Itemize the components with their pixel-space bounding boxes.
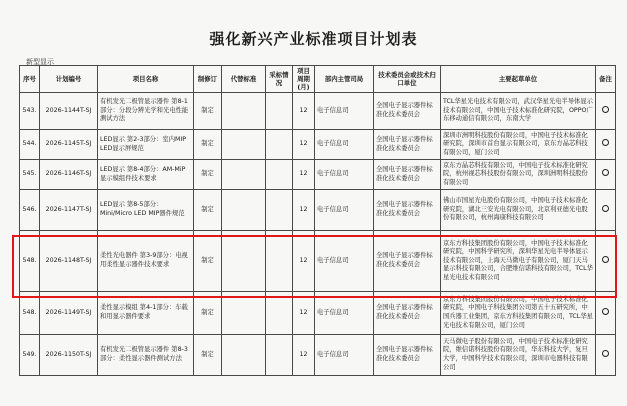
replace-cell	[222, 160, 266, 190]
no-cell: 544.	[20, 130, 40, 160]
dept-cell: 电子信息司	[315, 130, 374, 160]
dept-cell: 电子信息司	[315, 231, 374, 292]
dept-cell: 电子信息司	[315, 292, 374, 335]
column-header: 序号	[20, 66, 40, 93]
table-row	[20, 160, 616, 190]
no-cell: 546.	[20, 190, 40, 231]
period-cell: 12	[293, 231, 315, 292]
drafters-cell: TCL华星光电技术有限公司，武汉华星光电半导体显示技术有限公司，中国电子技术标准化研究院，OPPO广东移动通信有限公司，东南大学	[441, 93, 596, 130]
type-cell: 制定	[194, 93, 222, 130]
note-cell	[596, 130, 616, 160]
committee-cell: 全国电子显示器件标准化技术委员会	[374, 292, 441, 335]
no-cell: 548.	[20, 231, 40, 292]
column-header: 备注	[596, 66, 616, 93]
no-cell: 549.	[20, 335, 40, 376]
period-cell: 12	[293, 335, 315, 376]
period-cell: 12	[293, 93, 315, 130]
replace-cell	[222, 130, 266, 160]
adopt-cell	[266, 93, 293, 130]
committee-cell: 全国电子显示器件标准化技术委员会	[374, 130, 441, 160]
drafters-cell: 佛山市国星光电股份有限公司，中国电子技术标准化研究院，湖北三安光电有限公司，北京利亚德光电股份有限公司，杭州海康科技有限公司	[441, 190, 596, 231]
name-cell: 有机发光二极管显示器件 第8-1部分：分段分辨光学和光电性能测试方法	[98, 93, 194, 130]
table-body	[20, 93, 616, 376]
name-cell: LED显示 第8-4部分：AM-MiP显示模组件技术要求	[98, 160, 194, 190]
drafters-cell: 深圳市洲明科技股份有限公司，中国电子技术标准化研究院，深圳市首台显示有限公司，京东方晶芯科技有限公司，厦门公司	[441, 130, 596, 160]
committee-cell: 全国电子显示器件标准化技术委员会	[374, 231, 441, 292]
circle-icon	[602, 139, 609, 146]
drafters-cell: 京东方科技集团股份有限公司，中国电子技术标准化研究院，中国科学研究所，深圳华星光电半导体显示技术有限公司，上海天马微电子有限公司，厦门天马显示科技有限公司，合肥维信诺科技有限公司，TCL华星光电技术有限公司	[441, 231, 596, 292]
period-cell: 12	[293, 130, 315, 160]
adopt-cell	[266, 160, 293, 190]
period-cell: 12	[293, 190, 315, 231]
name-cell: LED显示 第2-3部分：室内MIP LED显示屏规范	[98, 130, 194, 160]
committee-cell: 全国电子显示器件标准化技术委员会	[374, 190, 441, 231]
no-cell: 545.	[20, 160, 40, 190]
note-cell	[596, 335, 616, 376]
replace-cell	[222, 190, 266, 231]
period-cell: 12	[293, 292, 315, 335]
code-cell: 2026-1150T-SJ	[40, 335, 98, 376]
circle-icon	[602, 308, 609, 315]
type-cell: 制定	[194, 190, 222, 231]
circle-icon	[602, 106, 609, 113]
code-cell: 2026-1145T-SJ	[40, 130, 98, 160]
replace-cell	[222, 335, 266, 376]
dept-cell: 电子信息司	[315, 335, 374, 376]
adopt-cell	[266, 190, 293, 231]
drafters-cell: 京东方科技集团股份有限公司，中国电子技术标准化研究院，中国电子科技集团公司第五十五研究所，中国兵器工业集团，京东方科技集团有限公司，TCL华星光电技术有限公司，厦门公司	[441, 292, 596, 335]
circle-icon	[602, 169, 609, 176]
table-row	[20, 130, 616, 160]
no-cell: 548.	[20, 292, 40, 335]
adopt-cell	[266, 130, 293, 160]
name-cell: LED显示 第8-5部分：Mini/Micro LED MIP器件规范	[98, 190, 194, 231]
type-cell: 制定	[194, 130, 222, 160]
code-cell: 2026-1148T-SJ	[40, 231, 98, 292]
dept-cell: 电子信息司	[315, 93, 374, 130]
column-header: 代替标准	[222, 66, 266, 93]
dept-cell: 电子信息司	[315, 160, 374, 190]
note-cell	[596, 160, 616, 190]
column-header: 制修订	[194, 66, 222, 93]
note-cell	[596, 93, 616, 130]
code-cell: 2026-1146T-SJ	[40, 160, 98, 190]
dept-cell: 电子信息司	[315, 190, 374, 231]
no-cell: 543.	[20, 93, 40, 130]
table-row	[20, 335, 616, 376]
column-header: 项目名称	[98, 66, 194, 93]
drafters-cell: 天马微电子股份有限公司，中国电子技术标准化研究院，维信诺科技股份有限公司，华东科技大学，复旦大学，中国科学技术有限公司，深圳市电器科技有限公司	[441, 335, 596, 376]
circle-icon	[602, 350, 609, 357]
table-row	[20, 190, 616, 231]
standards-table	[19, 65, 616, 376]
header-row	[20, 66, 616, 93]
committee-cell: 全国电子显示器件标准化技术委员会	[374, 335, 441, 376]
replace-cell	[222, 93, 266, 130]
name-cell: 有机发光二极管显示器件 第8-3部分：柔性显示器件测试方法	[98, 335, 194, 376]
type-cell: 制定	[194, 160, 222, 190]
type-cell: 制定	[194, 292, 222, 335]
code-cell: 2026-1144T-SJ	[40, 93, 98, 130]
name-cell: 柔性光电器件 第3-9部分：电视用柔性显示器件技术要求	[98, 231, 194, 292]
circle-icon	[602, 205, 609, 212]
period-cell: 12	[293, 160, 315, 190]
type-cell: 制定	[194, 335, 222, 376]
committee-cell: 全国电子显示器件标准化技术委员会	[374, 160, 441, 190]
column-header: 技术委员会或技术归口单位	[374, 66, 441, 93]
code-cell: 2026-1149T-SJ	[40, 292, 98, 335]
adopt-cell	[266, 335, 293, 376]
column-header: 项目周期(月)	[293, 66, 315, 93]
drafters-cell: 京东方晶芯科技有限公司，中国电子技术标准化研究院，杭州视芯科技股份有限公司，深圳洲明科技股份有限公司	[441, 160, 596, 190]
column-header: 采标情况	[266, 66, 293, 93]
column-header: 计划编号	[40, 66, 98, 93]
committee-cell: 全国电子显示器件标准化技术委员会	[374, 93, 441, 130]
section-label: 新型显示	[26, 58, 54, 66]
code-cell: 2026-1147T-SJ	[40, 190, 98, 231]
type-cell: 制定	[194, 231, 222, 292]
highlight-box	[12, 235, 617, 298]
table-row	[20, 93, 616, 130]
note-cell	[596, 190, 616, 231]
name-cell: 柔性显示模组 第4-1部分：车载和用显示器件要求	[98, 292, 194, 335]
page-title: 强化新兴产业标准项目计划表	[209, 30, 418, 48]
column-header: 主要起草单位	[441, 66, 596, 93]
column-header: 部内主管司局	[315, 66, 374, 93]
